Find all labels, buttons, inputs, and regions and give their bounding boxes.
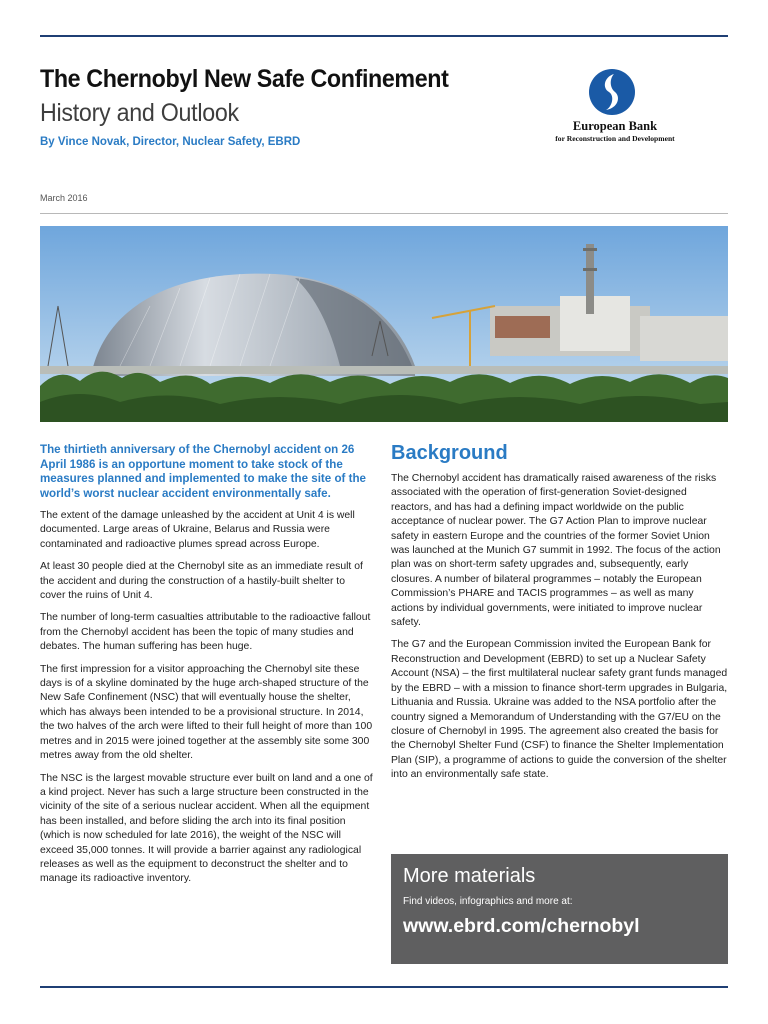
body-paragraph: The first impression for a visitor approaching the Chernobyl site these days is of a skyline dominated by the huge arch-shaped structure of the New Safe Confinement (NSC) that will eventually house the shelter, which has always been intended to be a provisional structure. In 2014, the two halves of the arch were lifted to their full height of more than 100 metres and in 2015 were joined together at the assembly site some 300 metres away from the old shelter. bbox=[40, 663, 373, 762]
body-paragraph: The extent of the damage unleashed by the accident at Unit 4 is well documented. Large areas of Ukraine, Belarus and Russia were contaminated and radioactive plumes spread across Europe. bbox=[40, 510, 355, 550]
more-materials-box bbox=[391, 854, 728, 964]
chernobyl-nsc-photo bbox=[40, 226, 728, 422]
header-divider bbox=[40, 213, 728, 214]
more-materials-title: More materials bbox=[403, 865, 536, 887]
background-heading: Background bbox=[391, 442, 508, 464]
page-subtitle: History and Outlook bbox=[40, 99, 239, 127]
right-column bbox=[391, 440, 728, 791]
left-column bbox=[40, 443, 373, 895]
ebrd-logo-icon bbox=[588, 68, 636, 116]
body-paragraph: The Chernobyl accident has dramatically raised awareness of the risks associated with the operation of first-generation Soviet-designed reactors, and has had a defining impact worldwide on the public acceptance of nuclear power. The G7 Action Plan to improve nuclear safety in eastern Europe and the countries of the former Soviet Union was launched at the Munich G7 summit in 1992. The focus of the action plan was on short-term safety upgrades and, subsequently, early closures. A number of bilateral programmes – notably the European Commission’s PHARE and TACIS programmes – as well as many actions by individual governments, were initiated to improve nuclear safety. bbox=[391, 473, 721, 629]
chernobyl-link[interactable]: www.ebrd.com/chernobyl bbox=[403, 915, 640, 937]
publication-date: March 2016 bbox=[40, 193, 88, 203]
lead-paragraph: The thirtieth anniversary of the Chernobyl accident on 26 April 1986 is an opportune moment to take stock of the measures planned and implemented to make the site of the world’s worst nuclear accident environmentally safe. bbox=[40, 443, 366, 500]
page-title: The Chernobyl New Safe Confinement bbox=[40, 65, 449, 93]
bottom-rule bbox=[40, 986, 728, 988]
body-paragraph: At least 30 people died at the Chernobyl site as an immediate result of the accident and during the construction of a hastily-built shelter to cover the ruins of Unit 4. bbox=[40, 561, 363, 602]
more-materials-text: Find videos, infographics and more at: bbox=[403, 896, 573, 907]
body-paragraph: The G7 and the European Commission invited the European Bank for Reconstruction and Development (EBRD) to set up a Nuclear Safety Account (NSA) – the first multilateral nuclear safety grant funds managed by the EBRD – with a mission to finance short-term upgrades in Bulgaria, Lithuania and Russia. Ukraine was added to the NSA portfolio after the country signed a Memorandum of Understanding with the G7/EU on the closure of Chernobyl in 1995. The agreement also created the basis for the Chernobyl Shelter Fund (CSF) to finance the Shelter Implementation Plan (SIP), a programme of actions to guide the conversion of the shelter into an environmentally safe state. bbox=[391, 639, 728, 781]
byline: By Vince Novak, Director, Nuclear Safety, EBRD bbox=[40, 136, 301, 148]
logo-name: European Bank bbox=[572, 119, 658, 133]
top-rule bbox=[40, 35, 728, 37]
body-paragraph: The number of long-term casualties attributable to the radioactive fallout from the Chernobyl accident has been the topic of many studies and debates. The human suffering has been huge. bbox=[40, 612, 371, 653]
logo-subtitle: for Reconstruction and Development bbox=[555, 134, 675, 143]
body-paragraph: The NSC is the largest movable structure ever built on land and a one of a kind project. Never has such a large structure been constructed in the vicinity of the site of a serious nuclear accident. When all the equipment has been installed, and before sliding the arch into its final position (which is now scheduled for late 2016), the weight of the NSC will exceed 35,000 tonnes. It will provide a barrier against any radiological releases as well as the equipment to deconstruct the shelter and to manage its radioactive inventory. bbox=[40, 772, 373, 885]
